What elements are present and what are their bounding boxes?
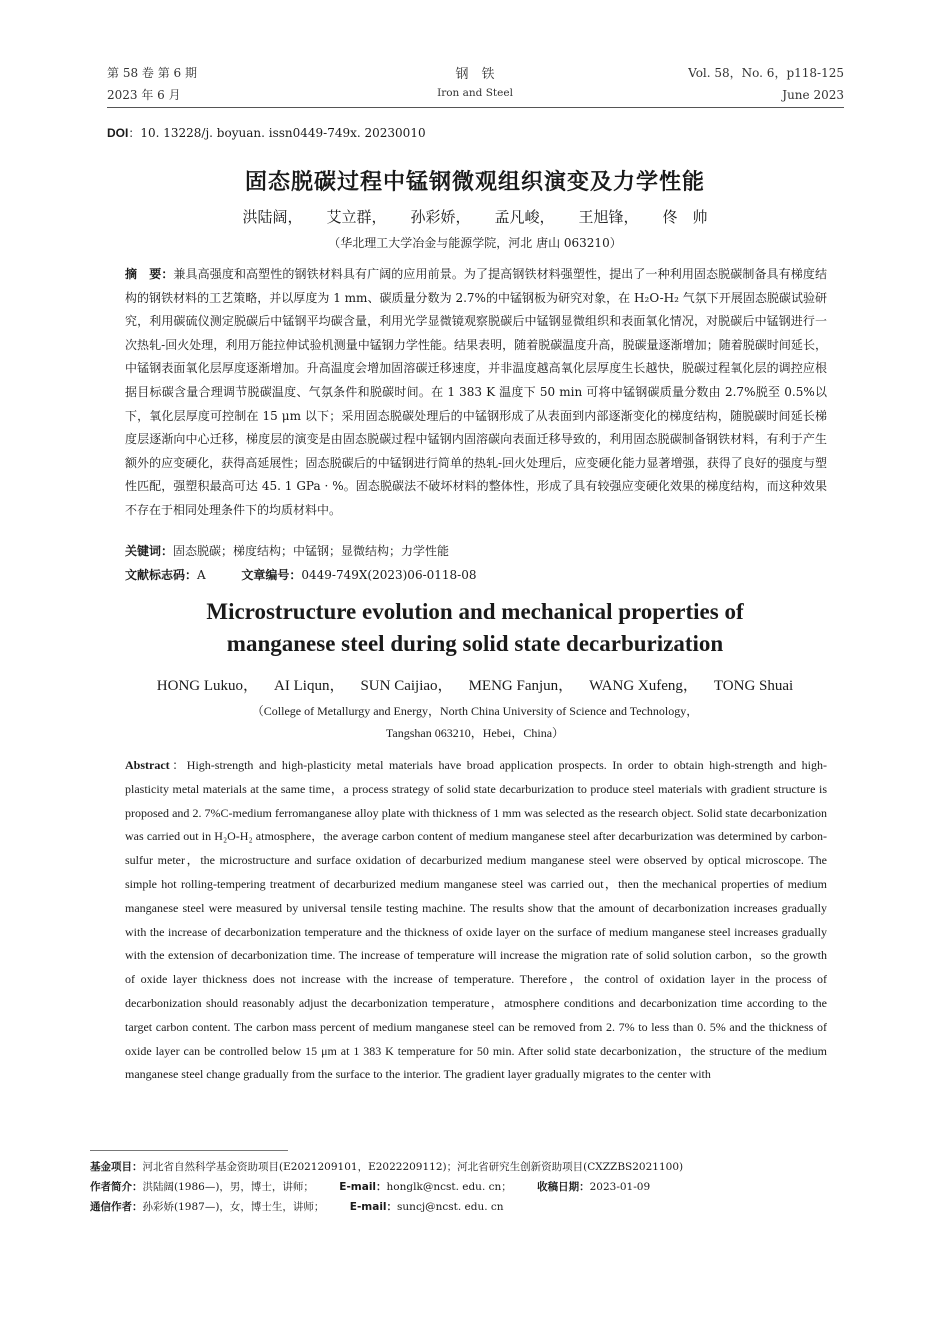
affiliation-en (0, 700, 950, 744)
journal-volume-pages: Vol. 58，No. 6，p118-125 (688, 66, 844, 80)
footnote-author (90, 1177, 650, 1197)
abstract-en-label: Abstract (125, 758, 170, 772)
journal-date: 2023 年 6 月 (107, 88, 181, 102)
footnote-rule (90, 1150, 288, 1151)
article-no-value: 0449-749X(2023)06-0118-08 (301, 568, 477, 582)
author-bio-label: 作者简介： (90, 1181, 143, 1193)
doi-value: ：10. 13228/j. boyuan. issn0449-749x. 20230010 (128, 126, 426, 140)
doi-label: DOI (107, 126, 129, 140)
fund-label: 基金项目： (90, 1161, 143, 1173)
author-cn: 洪陆阔， (242, 208, 303, 226)
doi-line (107, 124, 426, 141)
corresponding-email-label: E-mail： (349, 1201, 398, 1213)
author-en: SUN Caijiao， (360, 678, 453, 694)
doc-code-line (125, 564, 827, 588)
journal-name-cn: 钢 铁 (455, 67, 495, 82)
author-email: honglk@ncst. edu. cn； (386, 1181, 512, 1193)
author-en: HONG Lukuo， (156, 678, 259, 694)
abstract-en (125, 754, 827, 1087)
paper-title-en-line2: manganese steel during solid state decarburization (226, 631, 724, 656)
author-list-cn (0, 206, 950, 227)
abstract-cn (125, 263, 827, 523)
keywords-cn-text: 固态脱碳；梯度结构；中锰钢；显微结构；力学性能 (173, 544, 450, 558)
author-list-en (0, 674, 950, 695)
journal-name-en: Iron and Steel (437, 87, 513, 99)
abstract-cn-text: 兼具高强度和高塑性的钢铁材料具有广阔的应用前景。为了提高钢铁材料强塑性，提出了一种利用固态脱碳制备具有梯度结构的钢铁材料的工艺策略，并以厚度为 1 mm、碳质量分数为 2.7%的中锰钢板为研究对象，在 H₂O-H₂ 气氛下开展固态脱碳试验研究，利用碳硫仪测定脱碳后中锰钢平均碳含量，利用光学显微镜观察脱碳后中锰钢显微组织和表面氧化情况，对脱碳后中锰钢进行一次热轧-回火处理，利用万能拉伸试验机测量中锰钢力学性能。结果表明，随着脱碳温度升高，脱碳量逐渐增加；随着脱碳时间延长，中锰钢表面氧化层厚度逐渐增加。升高温度会增加固溶碳迁移速度，并非温度越高氧化层厚度生长越快，脱碳过程氧化层的调控应根据目标碳含量合理调节脱碳温度、气氛条件和脱碳时间。在 1 383 K 温度下 50 min 可将中锰钢碳质量分数由 2.7%脱至 0.5%以下，氧化层厚度可控制在 15 μm 以下；采用固态脱碳处理后的中锰钢形成了从表面到内部逐渐变化的梯度结构，随脱碳时间延长梯度层逐渐向中心迁移，梯度层的演变是由固态脱碳过程中锰钢内固溶碳向表面迁移导致的，利用固态脱碳制备钢铁材料，有利于产生额外的应变硬化，获得高延展性；固态脱碳后的中锰钢进行简单的热轧-回火处理后，应变硬化能力显著增强，获得了良好的强度与塑性匹配，强塑积最高可达 45. 1 GPa · %。固态脱碳法不破坏材料的整体性，形成了具有较强应变硬化效果的梯度结构，而这种效果不存在于相同处理条件下的均质材料中。 (125, 267, 827, 517)
author-en: TONG Shuai (713, 678, 794, 694)
author-bio-text: 洪陆阔(1986—)，男，博士，讲师； (142, 1181, 314, 1193)
author-cn: 王旭锋， (578, 208, 639, 226)
paper-title-en-line1: Microstructure evolution and mechanical properties of (206, 599, 744, 624)
affiliation-cn: （华北理工大学冶金与能源学院，河北 唐山 063210） (328, 236, 622, 250)
corresponding-email: suncj@ncst. edu. cn (397, 1201, 504, 1213)
journal-volume-issue: 第 58 卷 第 6 期 (107, 66, 197, 80)
journal-month: June 2023 (782, 88, 844, 102)
corresponding-text: 孙彩娇(1987—)，女，博士生，讲师； (142, 1201, 325, 1213)
corresponding-label: 通信作者： (90, 1201, 143, 1213)
affiliation-en-line2: Tangshan 063210，Hebei，China） (385, 726, 565, 740)
affiliation-en-line1: （College of Metallurgy and Energy，North China University of Science and Technology， (251, 704, 699, 718)
author-cn: 孙彩娇， (410, 208, 471, 226)
abstract-en-text: ：High-strength and high-plasticity metal materials have broad application prospects. In order to obtain high-strength and high-plasticity metal materials at the same time，a process strategy of solid state decarburization to produce steel materials with gradient structure is proposed and 2. 7%C-medium ferromanganese alloy plate with thickness of 1 mm was selected as the research object. Solid state decarbonization was carried out in H₂O-H₂ atmosphere，the average carbon content of medium manganese steel after decarburization was determined by carbon-sulfur meter，the microstructure and surface oxidation of decarburized medium manganese steel were observed by optical microscope. The simple hot rolling-tempering treatment of decarburized medium manganese steel was carried out，then the mechanical properties of medium manganese steel were measured by universal tensile testing machine. The results show that the amount of decarbonization increases gradually with the increase of decarbonization temperature and the thickness of oxide layer on the surface of medium manganese steel increases gradually with the extension of decarbonization time. The increase of temperature will increase the migration rate of solid solution carbon，so the growth of oxide layer thickness does not increase with the increase of temperature. Therefore，the control of oxidation layer in the process of decarbonization should reasonably adjust the decarbonization temperature，atmosphere conditions and decarbonization time according to the target carbon content. The carbon mass percent of medium manganese steel can be removed from 2. 7% to less than 0. 5% and the thickness of oxide layer can be controlled below 15 μm at 1 383 K temperature for 50 min. After solid state decarbonization，the structure of the medium manganese steel change gradually from the surface to the interior. The gradient layer gradually migrates to the center with (125, 758, 827, 1082)
author-en: WANG Xufeng， (589, 678, 698, 694)
received-date-label: 收稿日期： (537, 1181, 590, 1193)
received-date: 2023-01-09 (589, 1181, 651, 1193)
fund-text: 河北省自然科学基金资助项目(E2021209101，E2022209112)；河北省研究生创新资助项目(CXZZBS2021100) (142, 1161, 684, 1173)
header-rule (107, 107, 844, 108)
author-cn: 孟凡峻， (494, 208, 555, 226)
author-cn: 佟 帅 (662, 208, 708, 226)
author-en: MENG Fanjun， (468, 678, 574, 694)
article-no-label: 文章编号： (241, 568, 302, 582)
paper-title-cn: 固态脱碳过程中锰钢微观组织演变及力学性能 (244, 170, 705, 195)
doc-code-label: 文献标志码： (125, 568, 198, 582)
keywords-cn-label: 关键词： (125, 544, 174, 558)
author-en: AI Liqun， (274, 678, 345, 694)
footnote-fund (90, 1157, 683, 1177)
doc-code-value: A (197, 568, 206, 582)
author-email-label: E-mail： (339, 1181, 387, 1193)
paper-title-en (0, 596, 950, 660)
keywords-cn (125, 540, 827, 564)
abstract-cn-label: 摘 要： (125, 267, 174, 281)
author-cn: 艾立群， (326, 208, 387, 226)
footnote-corresponding (90, 1197, 504, 1217)
